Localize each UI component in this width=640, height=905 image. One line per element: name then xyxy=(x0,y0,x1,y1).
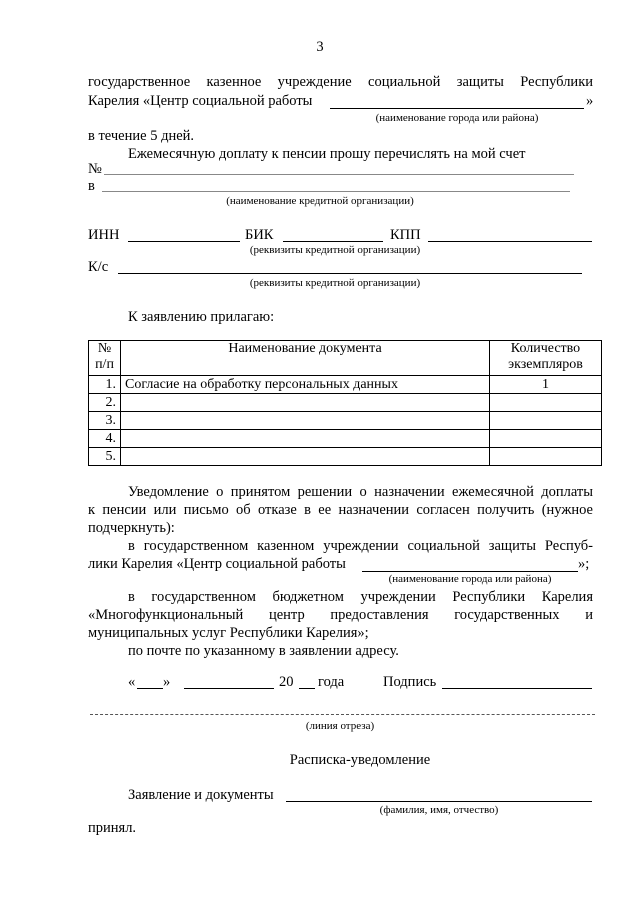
table-row xyxy=(89,430,602,448)
kpp-field[interactable] xyxy=(428,241,592,242)
inn-field[interactable] xyxy=(128,241,240,242)
hint-city-2: (наименование города или района) xyxy=(388,573,552,585)
hint-bank: (наименование кредитной организации) xyxy=(226,195,414,207)
bank-field[interactable] xyxy=(102,191,570,192)
row-count[interactable] xyxy=(490,412,602,430)
sign-label: Подпись xyxy=(383,674,437,690)
account-label: № xyxy=(88,161,102,177)
option-1-line-2-suffix: »; xyxy=(578,556,590,572)
row-count[interactable] xyxy=(490,394,602,412)
bank-label: в xyxy=(88,178,95,194)
hint-fio: (фамилия, имя, отчество) xyxy=(379,804,499,816)
row-count[interactable]: 1 xyxy=(490,376,602,394)
month-field[interactable] xyxy=(184,688,274,689)
table-row xyxy=(89,394,602,412)
option-2-line-3: муниципальных услуг Республики Карелия»; xyxy=(88,625,369,641)
page-number: 3 xyxy=(316,39,324,55)
intro-line-2-suffix: » xyxy=(586,93,594,109)
table-header-row xyxy=(89,341,602,376)
quote-open: « xyxy=(128,674,136,690)
attachments-heading: К заявлению прилагаю: xyxy=(128,309,275,325)
row-name[interactable] xyxy=(121,394,490,412)
row-num: 4. xyxy=(89,430,121,448)
attachments-table xyxy=(88,340,602,466)
row-count[interactable] xyxy=(490,430,602,448)
table-row xyxy=(89,448,602,466)
intro-line-1: государственное казенное учреждение социальной защиты Республики xyxy=(88,74,593,90)
city-field-1[interactable] xyxy=(330,108,584,109)
year-prefix: 20 xyxy=(279,674,294,690)
row-name[interactable] xyxy=(121,412,490,430)
option-1-line-1: в государственном казенном учреждении социальной защиты Респуб- xyxy=(128,538,593,554)
header-num: № п/п xyxy=(89,341,121,376)
row-num: 3. xyxy=(89,412,121,430)
receipt-docs-label: Заявление и документы xyxy=(128,787,274,803)
hint-details-2: (реквизиты кредитной организации) xyxy=(249,277,421,289)
signature-field[interactable] xyxy=(442,688,592,689)
bik-label: БИК xyxy=(245,227,274,243)
fio-field[interactable] xyxy=(286,801,592,802)
option-3-line: по почте по указанному в заявлении адресу. xyxy=(128,643,399,659)
row-num: 2. xyxy=(89,394,121,412)
payment-heading: Ежемесячную доплату к пенсии прошу перечислять на мой счет xyxy=(128,146,526,162)
hint-city-1: (наименование города или района) xyxy=(375,112,539,124)
city-field-2[interactable] xyxy=(362,571,578,572)
bik-field[interactable] xyxy=(283,241,383,242)
row-name[interactable]: Согласие на обработку персональных данных xyxy=(121,376,490,394)
year-suffix: года xyxy=(318,674,345,690)
row-name[interactable] xyxy=(121,430,490,448)
option-2-line-1: в государственном бюджетном учреждении Республики Карелия xyxy=(128,589,593,605)
option-2-line-2: «Многофункциональный центр предоставления государственных и xyxy=(88,607,593,623)
hint-details-1: (реквизиты кредитной организации) xyxy=(249,244,421,256)
intro-line-2-prefix: Карелия «Центр социальной работы xyxy=(88,93,313,109)
row-num: 5. xyxy=(89,448,121,466)
intro-line-2 xyxy=(88,92,312,110)
ks-field[interactable] xyxy=(118,273,582,274)
ks-label: К/с xyxy=(88,259,109,275)
day-field[interactable] xyxy=(137,688,163,689)
deadline-text: в течение 5 дней. xyxy=(88,128,195,144)
cut-line xyxy=(90,714,595,715)
row-name[interactable] xyxy=(121,448,490,466)
cut-label: (линия отреза) xyxy=(305,720,375,732)
receipt-title: Расписка-уведомление xyxy=(289,752,431,768)
notification-line-3: подчеркнуть): xyxy=(88,520,175,536)
header-name: Наименование документа xyxy=(121,341,490,376)
inn-label: ИНН xyxy=(88,227,120,243)
year-field[interactable] xyxy=(299,688,315,689)
notification-line-2: к пенсии или письмо об отказе в ее назначении согласен получить (нужное xyxy=(88,502,593,518)
kpp-label: КПП xyxy=(390,227,421,243)
receipt-accepted: принял. xyxy=(88,820,137,836)
account-field[interactable] xyxy=(104,174,574,175)
notification-line-1: Уведомление о принятом решении о назначении ежемесячной доплаты xyxy=(128,484,593,500)
header-count: Количество экземпляров xyxy=(490,341,602,376)
row-num: 1. xyxy=(89,376,121,394)
row-count[interactable] xyxy=(490,448,602,466)
quote-close: » xyxy=(163,674,171,690)
option-1-line-2-prefix: лики Карелия «Центр социальной работы xyxy=(88,556,346,572)
table-row xyxy=(89,412,602,430)
table-row xyxy=(89,376,602,394)
